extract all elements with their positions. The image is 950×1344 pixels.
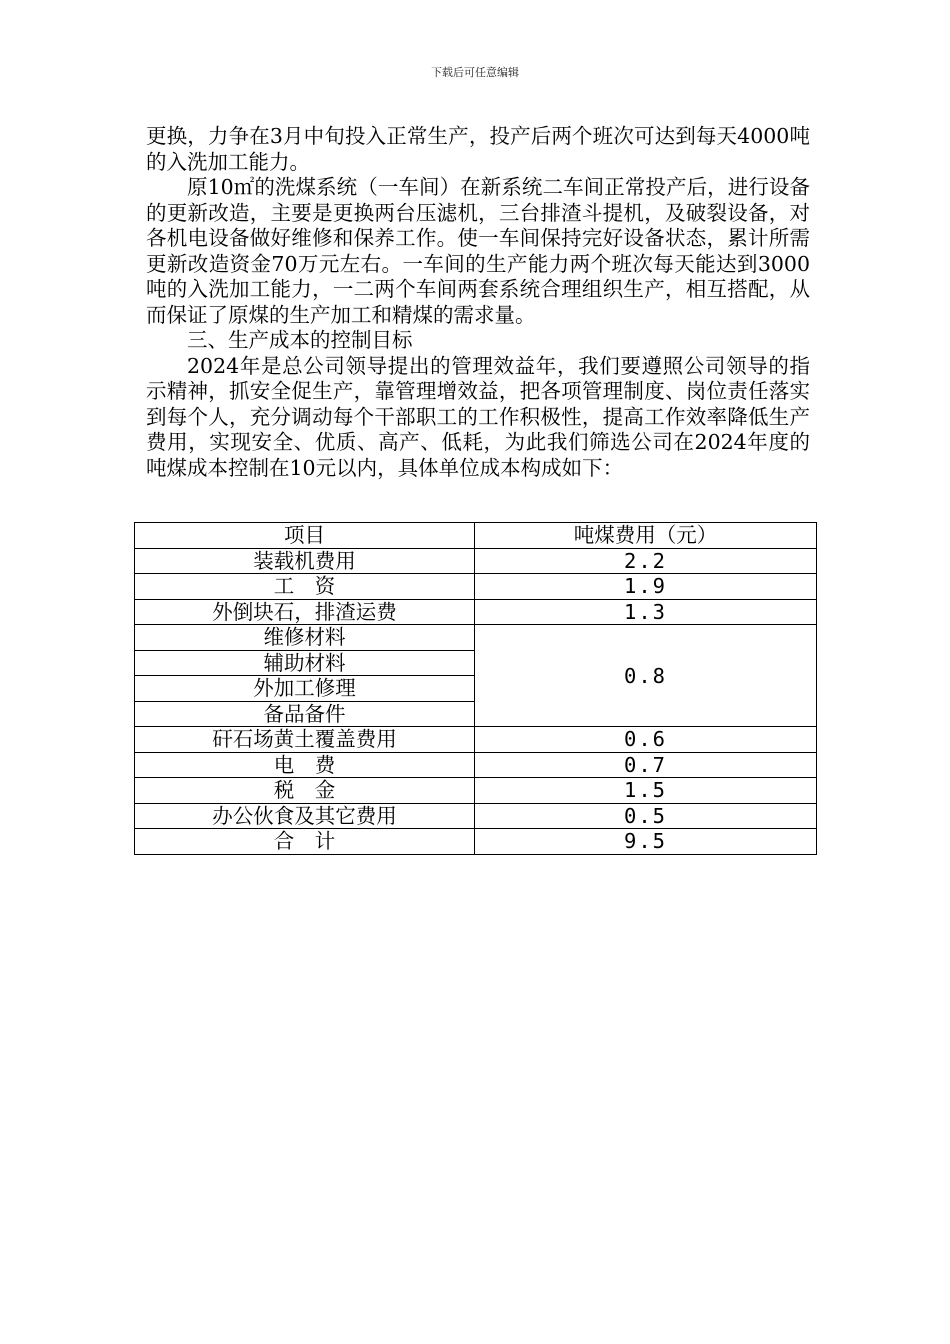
table-row <box>135 727 817 753</box>
table-row <box>135 548 817 574</box>
cost-cell: 0.7 <box>475 752 817 778</box>
item-cell: 辅助材料 <box>135 650 475 676</box>
table-row <box>135 599 817 625</box>
table-row <box>135 752 817 778</box>
table-row <box>135 625 817 651</box>
paragraph-1: 更换，力争在3月中旬投入正常生产，投产后两个班次可达到每天4000吨的入洗加工能力。 <box>146 124 810 174</box>
table-row <box>135 574 817 600</box>
total-cost-cell: 9.5 <box>475 829 817 855</box>
cost-cell: 1.9 <box>475 574 817 600</box>
item-cell: 外倒块石，排渣运费 <box>135 599 475 625</box>
item-cell: 电 费 <box>135 752 475 778</box>
table-row <box>135 778 817 804</box>
header-item: 项目 <box>135 523 475 549</box>
item-cell: 维修材料 <box>135 625 475 651</box>
paragraph-2: 原10㎡的洗煤系统（一车间）在新系统二车间正常投产后，进行设备的更新改造，主要是更换两台压滤机，三台排渣斗提机，及破裂设备，对各机电设备做好维修和保养工作。使一车间保持完好设备状态，累计所需更新改造资金70万元左右。一车间的生产能力两个班次每天能达到3000吨的入洗加工能力，一二两个车间两套系统合理组织生产，相互搭配，从而保证了原煤的生产加工和精煤的需求量。 <box>146 175 810 327</box>
cost-cell: 1.3 <box>475 599 817 625</box>
header-cost: 吨煤费用（元） <box>475 523 817 549</box>
cost-cell: 1.5 <box>475 778 817 804</box>
total-label-cell: 合 计 <box>135 829 475 855</box>
item-cell: 办公伙食及其它费用 <box>135 803 475 829</box>
page-header: 下载后可任意编辑 <box>431 66 519 79</box>
cost-cell: 0.5 <box>475 803 817 829</box>
paragraph-3: 2024年是总公司领导提出的管理效益年，我们要遵照公司领导的指示精神，抓安全促生产，靠管理增效益，把各项管理制度、岗位责任落实到每个人，充分调动每个干部职工的工作积极性，提高工作效率降低生产费用，实现安全、优质、高产、低耗，为此我们筛选公司在2024年度的吨煤成本控制在10元以内，具体单位成本构成如下： <box>146 353 810 480</box>
item-cell: 工 资 <box>135 574 475 600</box>
table-total-row <box>135 829 817 855</box>
item-cell: 税 金 <box>135 778 475 804</box>
document-body <box>146 124 810 481</box>
section-heading-cost-control: 三、生产成本的控制目标 <box>187 328 413 352</box>
table-header-row <box>135 523 817 549</box>
cost-cell-merged: 0.8 <box>475 625 817 727</box>
cost-table <box>134 522 817 855</box>
cost-cell: 0.6 <box>475 727 817 753</box>
cost-cell: 2.2 <box>475 548 817 574</box>
item-cell: 外加工修理 <box>135 676 475 702</box>
item-cell: 矸石场黄土覆盖费用 <box>135 727 475 753</box>
table-row <box>135 803 817 829</box>
item-cell: 备品备件 <box>135 701 475 727</box>
item-cell: 装载机费用 <box>135 548 475 574</box>
